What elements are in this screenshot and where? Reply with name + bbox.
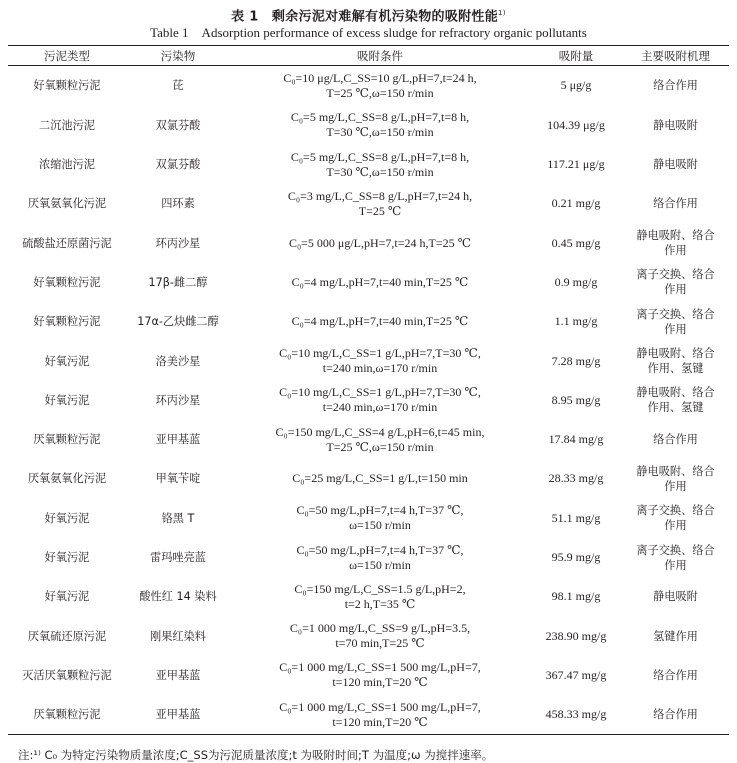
pollutant-cell: 亚甲基蓝 xyxy=(155,433,201,447)
mechanism-cell: 静电吸附、络合作用 xyxy=(636,464,715,493)
capacity-cell: 95.9 mg/g xyxy=(551,550,601,565)
sludge-type-cell: 好氧颗粒污泥 xyxy=(33,275,101,289)
table-title-cn-text: 表 1 剩余污泥对难解有机污染物的吸附性能 xyxy=(231,9,499,25)
header-mechanism: 主要吸附机理 xyxy=(622,46,729,66)
mechanism-cell: 静电吸附 xyxy=(653,118,698,132)
title-footnote-mark: 1) xyxy=(498,9,506,17)
conditions-cell: C₀=50 mg/L,pH=7,t=4 h,T=37 ℃, ω=150 r/min xyxy=(296,503,464,533)
conditions-cell: C₀=25 mg/L,C_SS=1 g/L,t=150 min xyxy=(292,471,468,486)
table-body xyxy=(8,66,729,735)
header-sludge-type: 污泥类型 xyxy=(8,46,126,66)
capacity-cell: 238.90 mg/g xyxy=(545,628,607,643)
header-pollutant: 污染物 xyxy=(126,46,230,66)
conditions-cell: C₀=150 mg/L,C_SS=4 g/L,pH=6,t=45 min, T=25 ℃,ω=150 r/min xyxy=(275,424,485,454)
pollutant-cell: 亚甲基蓝 xyxy=(126,695,230,735)
pollutant-cell: 环丙沙星 xyxy=(155,393,201,407)
conditions-cell: C₀=10 mg/L,C_SS=1 g/L,pH=7,T=30 ℃, t=240 min,ω=170 r/min xyxy=(279,346,481,376)
pollutant-cell: 亚甲基蓝 xyxy=(155,668,201,682)
conditions-cell: C₀=1 000 mg/L,C_SS=1 500 mg/L,pH=7, t=120 min,T=20 ℃ xyxy=(230,695,530,735)
table-header-row xyxy=(8,46,729,66)
conditions-cell: C₀=5 mg/L,C_SS=8 g/L,pH=7,t=8 h, T=30 ℃,ω=150 r/min xyxy=(290,110,470,140)
table-row xyxy=(8,145,729,184)
pollutant-cell: 刚果红染料 xyxy=(150,629,206,643)
table-footnote: 注:¹⁾ C₀ 为特定污染物质量浓度;C_SS为污泥质量浓度;t 为吸附时间;T 为温度;ω 为搅拌速率。 xyxy=(18,748,494,763)
capacity-cell: 117.21 μg/g xyxy=(547,157,605,172)
conditions-cell: C₀=50 mg/L,pH=7,t=4 h,T=37 ℃, ω=150 r/min xyxy=(296,542,464,572)
sludge-type-cell: 厌氧硫还原污泥 xyxy=(27,629,107,643)
capacity-cell: 1.1 mg/g xyxy=(554,314,598,329)
pollutant-cell: 双氯芬酸 xyxy=(155,158,201,172)
capacity-cell: 98.1 mg/g xyxy=(551,589,601,604)
header-conditions: 吸附条件 xyxy=(230,46,530,66)
conditions-cell: C₀=4 mg/L,pH=7,t=40 min,T=25 ℃ xyxy=(291,274,469,289)
pollutant-cell: 17α-乙炔雌二醇 xyxy=(137,315,219,329)
table-row xyxy=(8,420,729,459)
sludge-type-cell: 好氧颗粒污泥 xyxy=(33,315,101,329)
conditions-cell: C₀=1 000 mg/L,C_SS=9 g/L,pH=3.5, t=70 min,T=25 ℃ xyxy=(289,621,471,651)
conditions-cell: C₀=150 mg/L,C_SS=1.5 g/L,pH=2, t=2 h,T=35 ℃ xyxy=(294,581,466,611)
mechanism-cell: 络合作用 xyxy=(653,79,698,93)
sludge-type-cell: 二沉池污泥 xyxy=(39,118,95,132)
mechanism-cell: 离子交换、络合作用 xyxy=(636,307,715,336)
table-title-cn xyxy=(8,0,729,24)
table-row xyxy=(8,381,729,420)
pollutant-cell: 甲氧苄啶 xyxy=(155,472,201,486)
table-row xyxy=(8,538,729,577)
sludge-type-cell: 好氧污泥 xyxy=(44,393,90,407)
mechanism-cell: 静电吸附 xyxy=(653,590,698,604)
sludge-type-cell: 厌氧氨氧化污泥 xyxy=(27,472,107,486)
mechanism-cell: 络合作用 xyxy=(653,433,698,447)
table-title-en: Table 1 Adsorption performance of excess sludge for refractory organic pollutants xyxy=(150,25,587,41)
pollutant-cell: 环丙沙星 xyxy=(155,236,201,250)
mechanism-cell: 络合作用 xyxy=(622,695,729,735)
sludge-type-cell: 好氧污泥 xyxy=(44,354,90,368)
sludge-type-cell: 好氧污泥 xyxy=(44,590,90,604)
capacity-cell: 458.33 mg/g xyxy=(530,695,622,735)
pollutant-cell: 铬黑 T xyxy=(161,511,195,525)
pollutant-cell: 四环素 xyxy=(161,197,195,211)
table-row xyxy=(8,184,729,223)
capacity-cell: 104.39 μg/g xyxy=(547,117,605,132)
table-row xyxy=(8,106,729,145)
mechanism-cell: 静电吸附、络合作用、氢键 xyxy=(636,386,715,415)
sludge-type-cell: 厌氧颗粒污泥 xyxy=(8,695,126,735)
capacity-cell: 51.1 mg/g xyxy=(551,510,601,525)
capacity-cell: 0.21 mg/g xyxy=(551,196,601,211)
table-row xyxy=(8,695,729,735)
sludge-type-cell: 灭活厌氧颗粒污泥 xyxy=(22,668,112,682)
sludge-type-cell: 厌氧氨氧化污泥 xyxy=(27,197,107,211)
header-capacity: 吸附量 xyxy=(530,46,622,66)
table-row xyxy=(8,577,729,616)
pollutant-cell: 17β-雌二醇 xyxy=(148,275,208,289)
table-row xyxy=(8,66,729,106)
adsorption-table xyxy=(8,45,729,735)
sludge-type-cell: 厌氧颗粒污泥 xyxy=(33,433,101,447)
capacity-cell: 5 μg/g xyxy=(560,78,592,93)
conditions-cell: C₀=3 mg/L,C_SS=8 g/L,pH=7,t=24 h, T=25 ℃ xyxy=(287,188,473,218)
conditions-cell: C₀=5 mg/L,C_SS=8 g/L,pH=7,t=8 h, T=30 ℃,ω=150 r/min xyxy=(290,149,470,179)
mechanism-cell: 静电吸附 xyxy=(653,158,698,172)
conditions-cell: C₀=1 000 mg/L,C_SS=1 500 mg/L,pH=7, t=120 min,T=20 ℃ xyxy=(279,660,481,690)
pollutant-cell: 雷玛唑亮蓝 xyxy=(150,551,206,565)
capacity-cell: 0.45 mg/g xyxy=(551,235,601,250)
mechanism-cell: 离子交换、络合作用 xyxy=(636,268,715,297)
capacity-cell: 8.95 mg/g xyxy=(551,392,601,407)
conditions-cell: C₀=10 mg/L,C_SS=1 g/L,pH=7,T=30 ℃, t=240 min,ω=170 r/min xyxy=(279,385,481,415)
pollutant-cell: 芘 xyxy=(172,79,184,93)
capacity-cell: 17.84 mg/g xyxy=(548,432,604,447)
conditions-cell: C₀=5 000 μg/L,pH=7,t=24 h,T=25 ℃ xyxy=(288,235,472,250)
conditions-cell: C₀=4 mg/L,pH=7,t=40 min,T=25 ℃ xyxy=(291,314,469,329)
capacity-cell: 367.47 mg/g xyxy=(545,667,607,682)
mechanism-cell: 氢键作用 xyxy=(653,629,698,643)
table-row xyxy=(8,616,729,655)
table-row xyxy=(8,459,729,498)
table-row xyxy=(8,499,729,538)
sludge-type-cell: 好氧污泥 xyxy=(44,551,90,565)
table-row xyxy=(8,224,729,263)
mechanism-cell: 离子交换、络合作用 xyxy=(636,504,715,533)
table-row xyxy=(8,656,729,695)
capacity-cell: 7.28 mg/g xyxy=(551,353,601,368)
capacity-cell: 0.9 mg/g xyxy=(554,274,598,289)
table-row xyxy=(8,263,729,302)
mechanism-cell: 静电吸附、络合作用 xyxy=(636,229,715,258)
pollutant-cell: 酸性红 14 染料 xyxy=(139,590,217,604)
mechanism-cell: 络合作用 xyxy=(653,197,698,211)
conditions-cell: C₀=10 μg/L,C_SS=10 g/L,pH=7,t=24 h, T=25 ℃,ω=150 r/min xyxy=(283,70,477,100)
table-row xyxy=(8,341,729,380)
pollutant-cell: 洛美沙星 xyxy=(155,354,201,368)
mechanism-cell: 络合作用 xyxy=(653,668,698,682)
capacity-cell: 28.33 mg/g xyxy=(548,471,604,486)
mechanism-cell: 离子交换、络合作用 xyxy=(636,543,715,572)
sludge-type-cell: 硫酸盐还原菌污泥 xyxy=(22,236,112,250)
sludge-type-cell: 好氧颗粒污泥 xyxy=(33,79,101,93)
sludge-type-cell: 好氧污泥 xyxy=(44,511,90,525)
pollutant-cell: 双氯芬酸 xyxy=(155,118,201,132)
table-row xyxy=(8,302,729,341)
sludge-type-cell: 浓缩池污泥 xyxy=(39,158,95,172)
mechanism-cell: 静电吸附、络合作用、氢键 xyxy=(636,347,715,376)
